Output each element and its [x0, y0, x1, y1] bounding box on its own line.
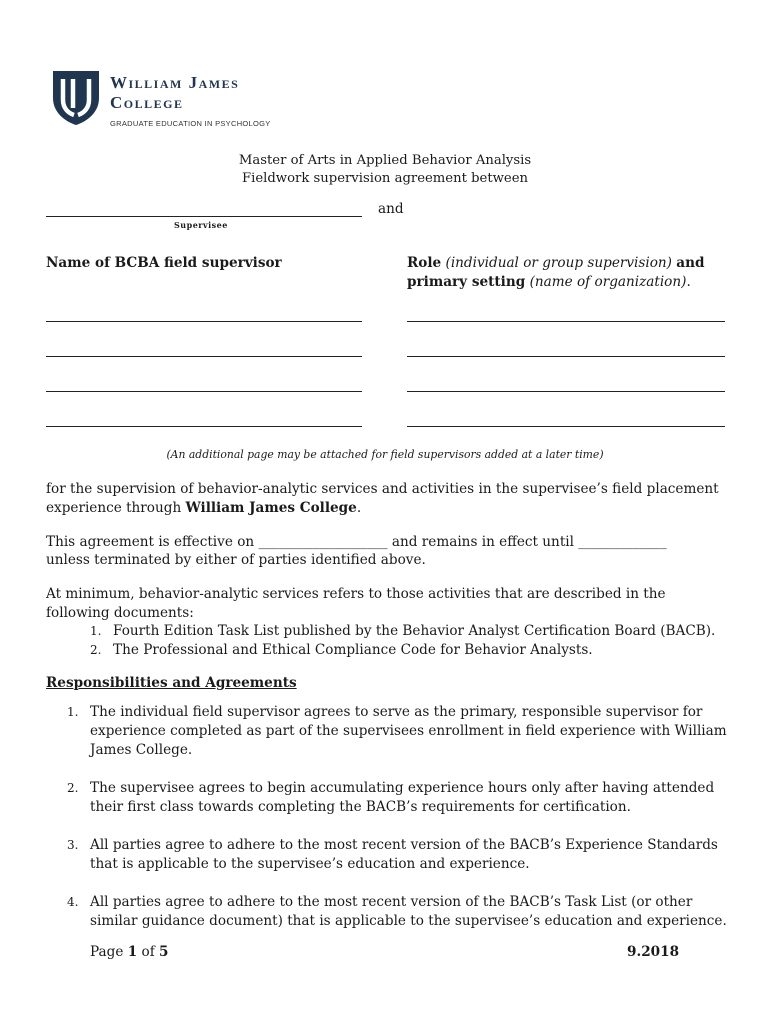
supervisor-column-heading: Name of BCBA field supervisor: [46, 255, 282, 271]
logo-tagline: GRADUATE EDUCATION IN PSYCHOLOGY: [110, 119, 271, 128]
list-text: The supervisee agrees to begin accumulating experience hours only after having attended their first class towards completing the BACB’s requirements for certification.: [90, 780, 715, 815]
list-item: [90, 622, 730, 641]
supervisee-label: Supervisee: [174, 220, 228, 230]
supervision-paragraph-text: for the supervision of behavior-analytic services and activities in the supervisee’s field placement experience through: [46, 481, 719, 516]
page-number: [90, 943, 169, 962]
list-number: 1.: [67, 705, 79, 719]
document-subtitle: Fieldwork supervision agreement between: [241, 171, 529, 186]
supervisor-line-2[interactable]: [46, 356, 362, 357]
list-number: 2.: [90, 643, 102, 657]
page-word: Page: [90, 944, 128, 960]
services-paragraph: At minimum, behavior-analytic services refers to those activities that are described in the following documents:: [46, 586, 666, 621]
and-word: and: [378, 201, 404, 217]
responsibility-item: [67, 779, 727, 817]
of-word: of: [137, 944, 160, 960]
supervisee-line[interactable]: [46, 216, 362, 217]
section-heading: Responsibilities and Agreements: [46, 675, 297, 691]
additional-page-note: (An additional page may be attached for field supervisors added at a later time): [166, 448, 604, 461]
responsibility-item: [67, 703, 727, 760]
list-number: 4.: [67, 895, 79, 909]
role-line-3[interactable]: [407, 391, 725, 392]
logo-name-line1: William James: [110, 73, 240, 92]
supervisor-line-4[interactable]: [46, 426, 362, 427]
list-text: All parties agree to adhere to the most recent version of the BACB’s Task List (or other similar guidance document) that is applicable to the supervisee’s education and experience.: [90, 894, 727, 929]
supervisor-line-1[interactable]: [46, 321, 362, 322]
period: .: [356, 500, 362, 516]
college-shield-logo: [52, 70, 100, 126]
responsibility-item: [67, 893, 727, 931]
list-text: The Professional and Ethical Compliance Code for Behavior Analysts.: [113, 642, 593, 658]
role-line-2[interactable]: [407, 356, 725, 357]
version-date: 9.2018: [627, 944, 680, 960]
documents-list: [90, 622, 730, 660]
supervisor-line-3[interactable]: [46, 391, 362, 392]
logo-name-line2: College: [110, 93, 184, 112]
role-column-heading: [407, 254, 727, 292]
setting-word: and primary setting: [407, 255, 705, 290]
heading-period: .: [686, 274, 691, 290]
college-name: William James College: [185, 500, 357, 516]
role-desc: (individual or group supervision): [445, 255, 672, 271]
list-text: The individual field supervisor agrees to serve as the primary, responsible supervisor for experience completed as part of the supervisees enrollment in field experience with William James College.: [90, 704, 727, 758]
list-number: 1.: [90, 624, 102, 638]
list-text: Fourth Edition Task List published by the Behavior Analyst Certification Board (BACB).: [113, 623, 716, 639]
list-text: All parties agree to adhere to the most recent version of the BACB’s Experience Standards that is applicable to the supervisee’s education and experience.: [90, 837, 718, 872]
effective-date-line[interactable]: This agreement is effective on ___________________ and remains in effect until _____________: [46, 534, 667, 550]
page-current: 1: [127, 944, 138, 960]
termination-line: unless terminated by either of parties identified above.: [46, 552, 426, 568]
document-title: Master of Arts in Applied Behavior Analysis: [238, 153, 532, 168]
responsibility-item: [67, 836, 727, 874]
role-line-1[interactable]: [407, 321, 725, 322]
role-word: Role: [407, 255, 442, 271]
list-item: [90, 641, 730, 660]
setting-desc: (name of organization): [529, 274, 687, 290]
supervision-paragraph: [46, 480, 726, 518]
role-line-4[interactable]: [407, 426, 725, 427]
list-number: 2.: [67, 781, 79, 795]
page-total: 5: [159, 944, 169, 960]
list-number: 3.: [67, 838, 79, 852]
